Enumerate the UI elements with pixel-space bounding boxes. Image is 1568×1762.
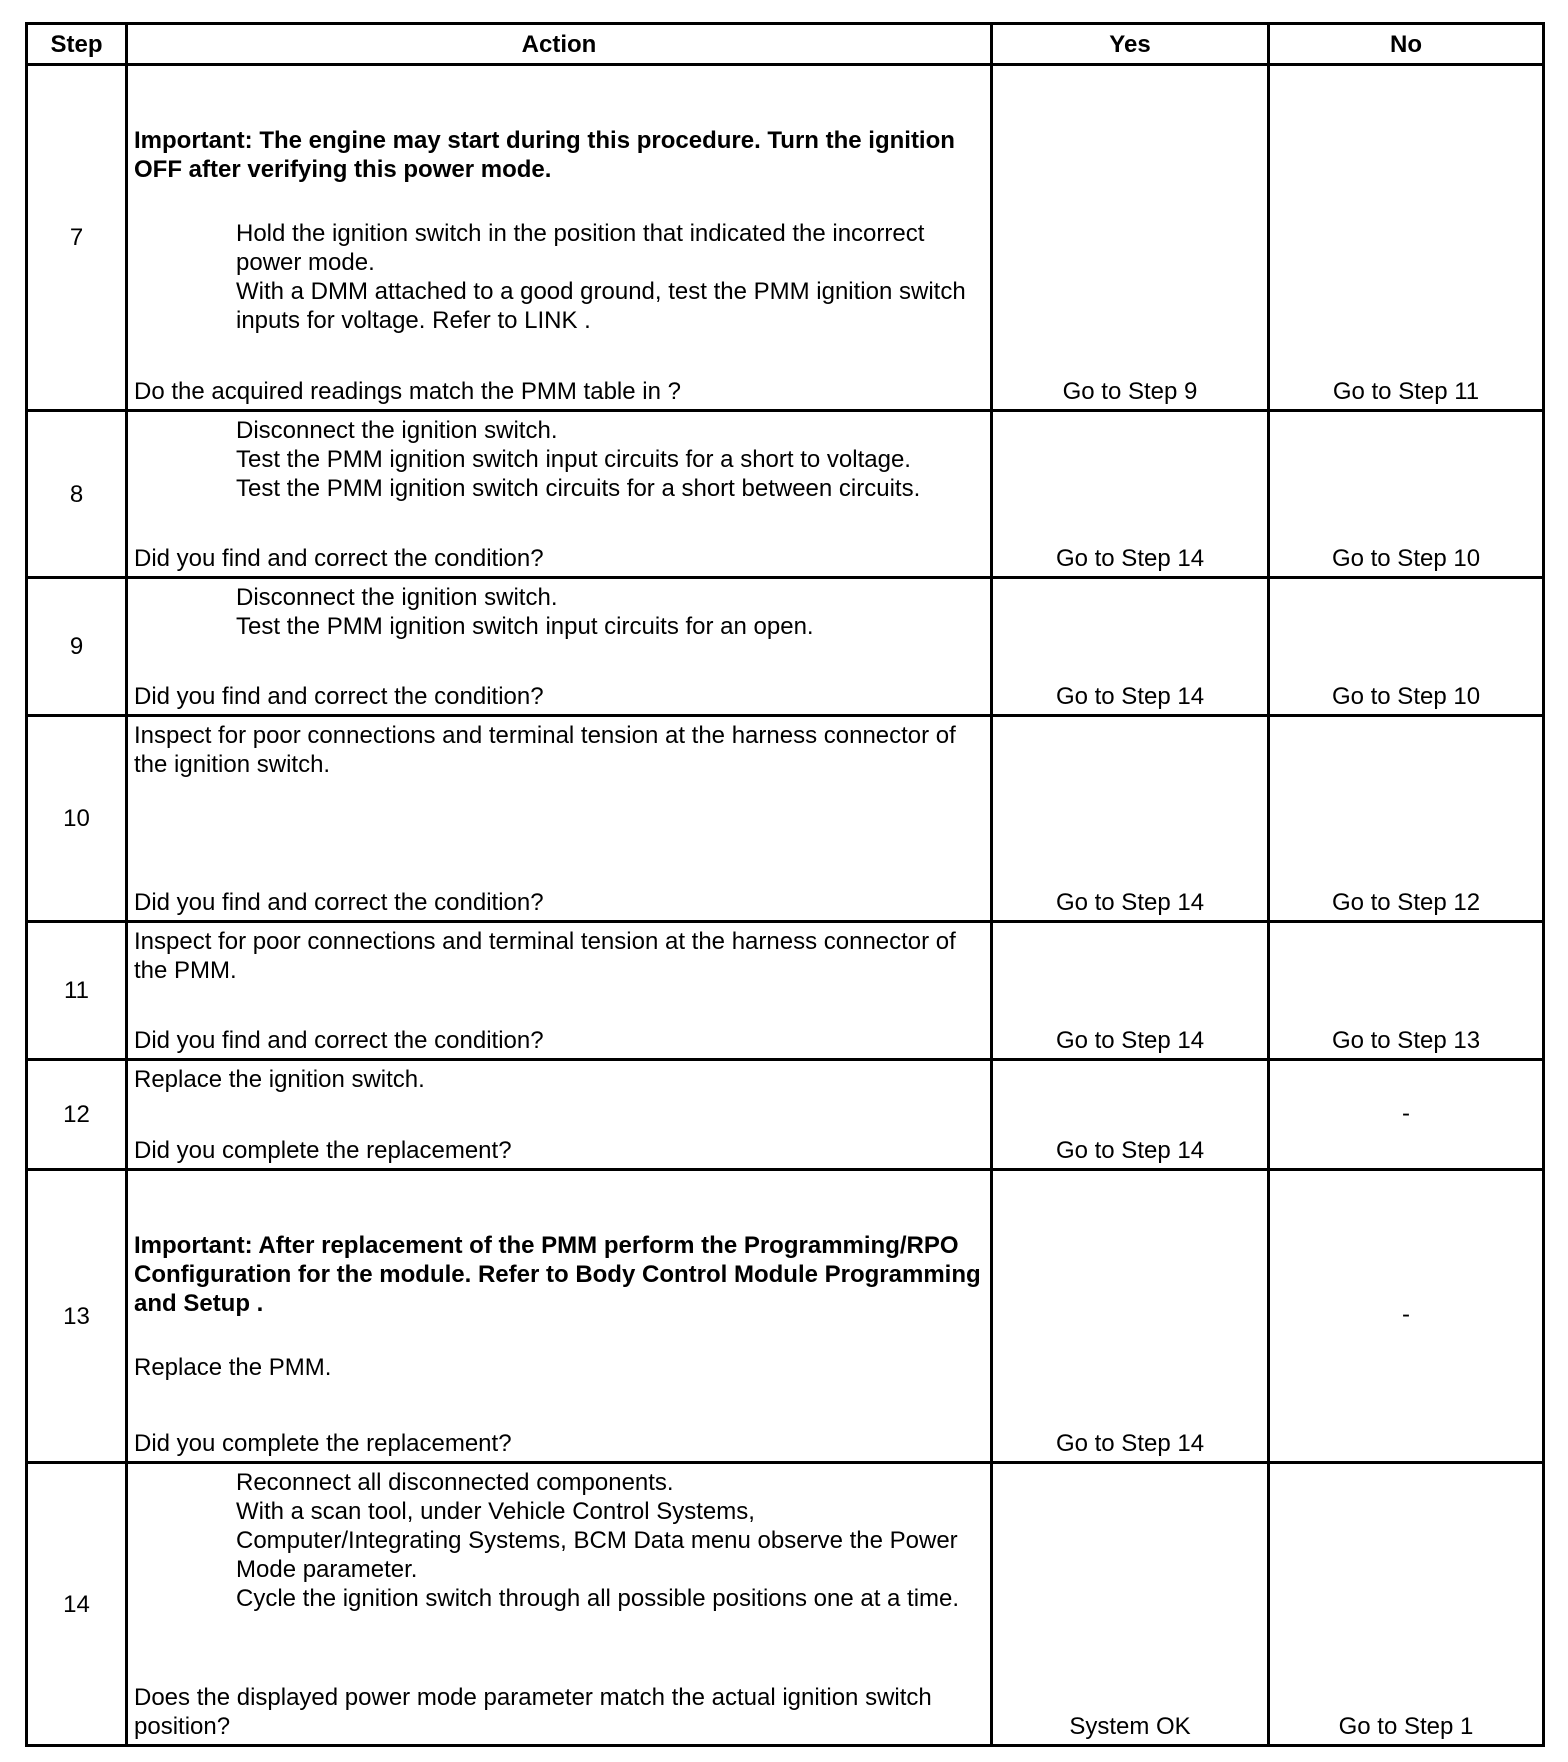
no-cell: Go to Step 10 — [1269, 411, 1544, 578]
no-cell: Go to Step 1 — [1269, 1463, 1544, 1746]
action-cell — [127, 716, 992, 922]
no-cell: Go to Step 12 — [1269, 716, 1544, 922]
no-cell: - — [1269, 1170, 1544, 1463]
table-row — [27, 65, 1544, 411]
substep: With a DMM attached to a good ground, test the PMM ignition switch inputs for voltage. Refer to LINK . — [236, 278, 966, 334]
table-row — [27, 578, 1544, 716]
yes-cell: Go to Step 14 — [992, 716, 1269, 922]
question: Does the displayed power mode parameter match the actual ignition switch position? — [134, 1684, 932, 1740]
action-cell — [127, 65, 992, 411]
table-row — [27, 716, 1544, 922]
table-row — [27, 411, 1544, 578]
important-note: Important: The engine may start during this procedure. Turn the ignition OFF after verifying this power mode. — [134, 127, 955, 183]
diagnostic-table — [25, 22, 1545, 1747]
action-cell — [127, 1060, 992, 1170]
substep: With a scan tool, under Vehicle Control Systems, Computer/Integrating Systems, BCM Data menu observe the Power Mode parameter. — [236, 1498, 958, 1583]
yes-cell: Go to Step 14 — [992, 411, 1269, 578]
substep: Disconnect the ignition switch. — [236, 417, 558, 444]
no-cell: Go to Step 11 — [1269, 65, 1544, 411]
action-text: Replace the ignition switch. — [134, 1066, 425, 1093]
yes-cell: Go to Step 14 — [992, 922, 1269, 1060]
step-number: 14 — [27, 1463, 127, 1746]
header-no: No — [1269, 24, 1544, 65]
header-action: Action — [127, 24, 992, 65]
step-number: 11 — [27, 922, 127, 1060]
question: Did you complete the replacement? — [134, 1137, 512, 1164]
yes-cell: Go to Step 9 — [992, 65, 1269, 411]
substep: Test the PMM ignition switch input circuits for an open. — [236, 613, 814, 640]
no-cell: - — [1269, 1060, 1544, 1170]
substep: Cycle the ignition switch through all possible positions one at a time. — [236, 1585, 960, 1612]
step-number: 9 — [27, 578, 127, 716]
yes-cell: Go to Step 14 — [992, 578, 1269, 716]
table-row — [27, 1060, 1544, 1170]
question: Did you find and correct the condition? — [134, 683, 544, 710]
action-text: Inspect for poor connections and terminal tension at the harness connector of the ignition switch. — [134, 722, 956, 778]
header-row — [27, 24, 1544, 65]
substep: Reconnect all disconnected components. — [236, 1469, 674, 1496]
action-cell — [127, 1170, 992, 1463]
yes-cell: Go to Step 14 — [992, 1170, 1269, 1463]
no-cell: Go to Step 10 — [1269, 578, 1544, 716]
table-row — [27, 922, 1544, 1060]
step-number: 12 — [27, 1060, 127, 1170]
no-cell: Go to Step 13 — [1269, 922, 1544, 1060]
action-cell — [127, 922, 992, 1060]
substep: Disconnect the ignition switch. — [236, 584, 558, 611]
substep: Test the PMM ignition switch circuits for a short between circuits. — [236, 475, 921, 502]
step-number: 7 — [27, 65, 127, 411]
action-text: Replace the PMM. — [134, 1354, 332, 1381]
question: Did you find and correct the condition? — [134, 889, 544, 916]
header-yes: Yes — [992, 24, 1269, 65]
step-number: 8 — [27, 411, 127, 578]
question: Did you find and correct the condition? — [134, 545, 544, 572]
action-text: Inspect for poor connections and terminal tension at the harness connector of the PMM. — [134, 928, 956, 984]
substep: Hold the ignition switch in the position that indicated the incorrect power mode. — [236, 220, 925, 276]
question: Do the acquired readings match the PMM table in ? — [134, 378, 681, 405]
substep: Test the PMM ignition switch input circuits for a short to voltage. — [236, 446, 911, 473]
step-number: 10 — [27, 716, 127, 922]
step-number: 13 — [27, 1170, 127, 1463]
yes-cell: Go to Step 14 — [992, 1060, 1269, 1170]
yes-cell: System OK — [992, 1463, 1269, 1746]
action-cell — [127, 1463, 992, 1746]
important-note: Important: After replacement of the PMM perform the Programming/RPO Configuration for the module. Refer to Body Control Module Programming and Setup . — [134, 1232, 981, 1317]
table-row — [27, 1463, 1544, 1746]
question: Did you find and correct the condition? — [134, 1027, 544, 1054]
action-cell — [127, 411, 992, 578]
header-step: Step — [27, 24, 127, 65]
action-cell — [127, 578, 992, 716]
table-row — [27, 1170, 1544, 1463]
question: Did you complete the replacement? — [134, 1430, 512, 1457]
